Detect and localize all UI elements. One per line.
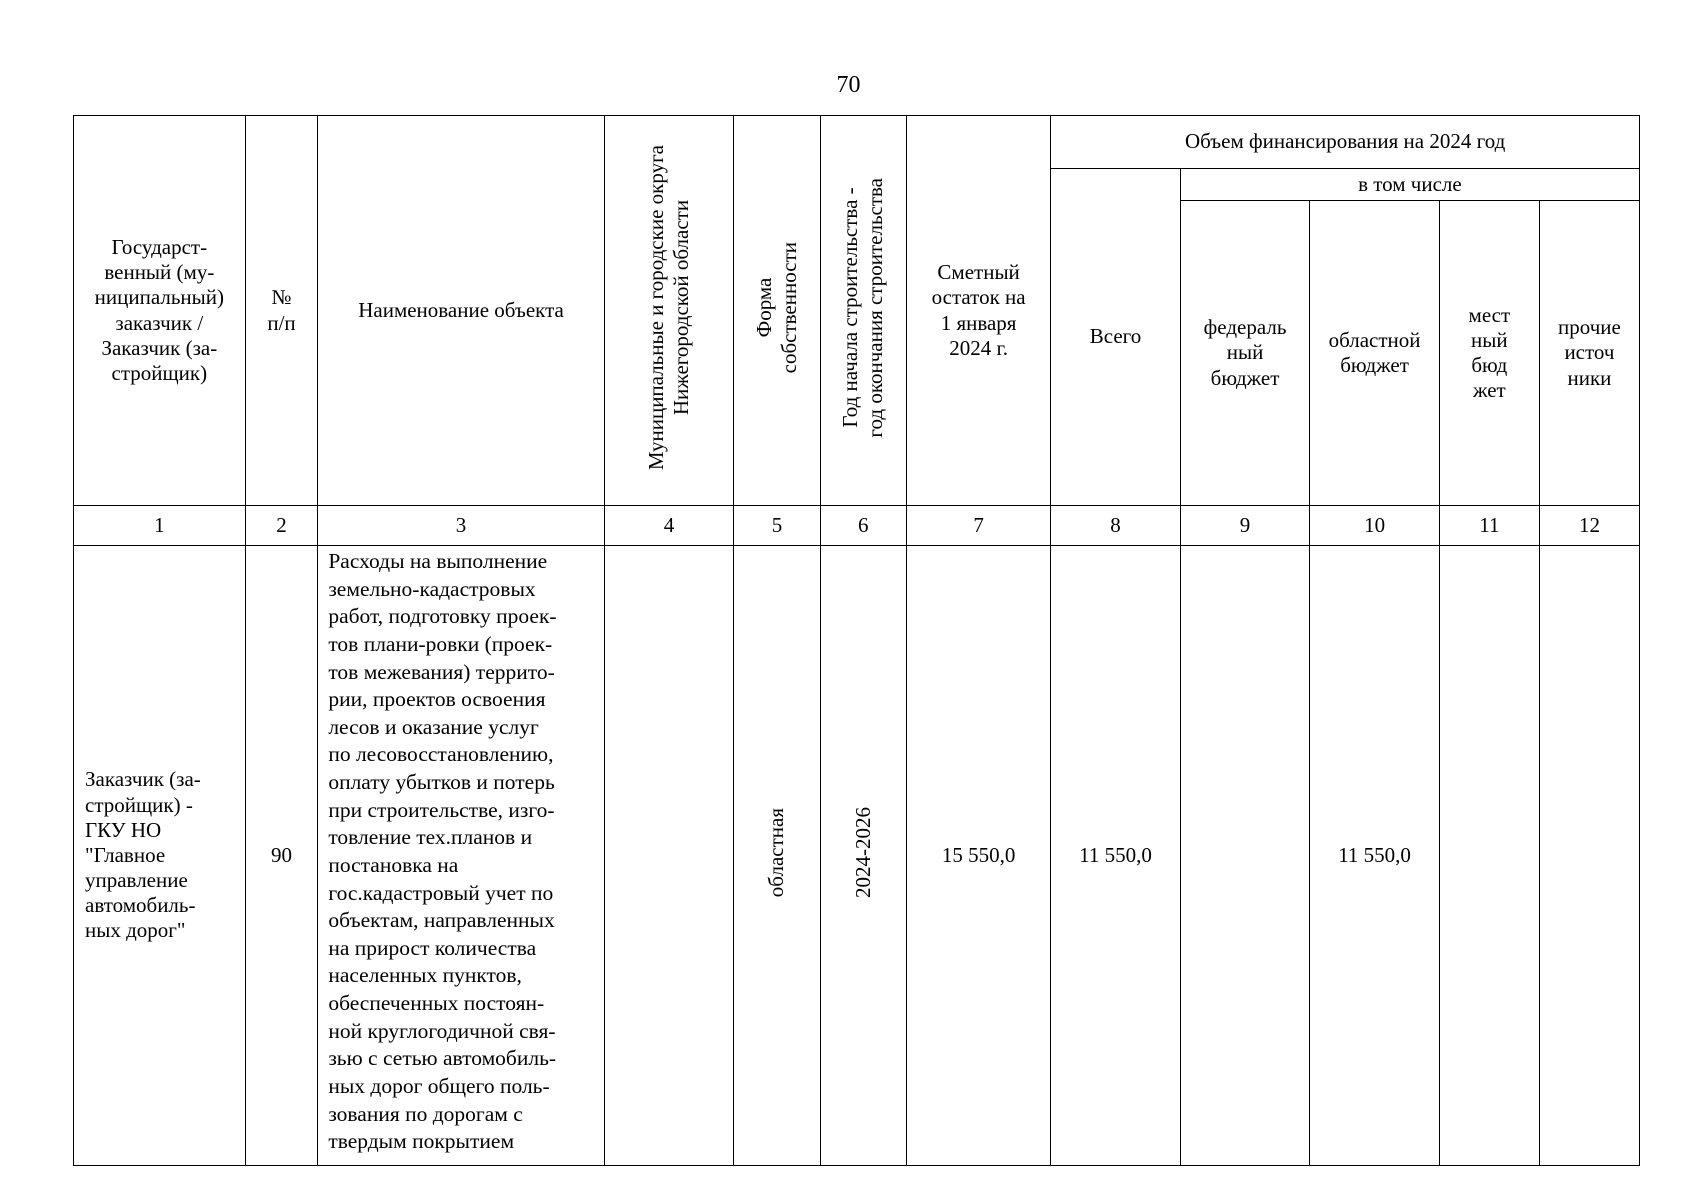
municipality-cell — [604, 546, 734, 1166]
header-financing-group: Объем финансирования на 2024 год — [1051, 116, 1640, 169]
column-number: 4 — [604, 506, 734, 546]
column-number: 5 — [734, 506, 820, 546]
column-number: 11 — [1439, 506, 1539, 546]
federal-budget-cell — [1180, 546, 1310, 1166]
table-row — [74, 546, 1640, 1166]
column-number: 6 — [820, 506, 906, 546]
header-local-budget: мест ный бюд жет — [1439, 201, 1539, 506]
column-number: 10 — [1310, 506, 1440, 546]
header-object-name: Наименование объекта — [318, 116, 604, 506]
header-row — [74, 116, 1640, 169]
years-cell: 2024-2026 — [820, 546, 906, 1166]
customer-cell: Заказчик (за- стройщик) - ГКУ НО "Главное управление автомобиль- ных дорог" — [74, 546, 246, 1166]
column-number-row — [74, 506, 1640, 546]
column-number: 8 — [1051, 506, 1181, 546]
total-cell: 11 550,0 — [1051, 546, 1181, 1166]
column-number: 12 — [1539, 506, 1639, 546]
estimated-balance-cell: 15 550,0 — [906, 546, 1050, 1166]
header-estimated-balance: Сметный остаток на 1 января 2024 г. — [906, 116, 1050, 506]
column-number: 9 — [1180, 506, 1310, 546]
other-sources-cell — [1539, 546, 1639, 1166]
header-other-sources: прочие источ ники — [1539, 201, 1639, 506]
header-years: Год начала строительства - год окончания строительства — [820, 116, 906, 506]
header-total: Всего — [1051, 169, 1181, 506]
column-number: 7 — [906, 506, 1050, 546]
page-number: 70 — [836, 72, 861, 98]
header-customer: Государст- венный (му- ниципальный) заказчик / Заказчик (за- стройщик) — [74, 116, 246, 506]
column-number: 3 — [318, 506, 604, 546]
local-budget-cell — [1439, 546, 1539, 1166]
ownership-cell: областная — [734, 546, 820, 1166]
financing-table — [73, 115, 1640, 1166]
header-including: в том числе — [1180, 169, 1639, 201]
column-number: 1 — [74, 506, 246, 546]
header-federal-budget: федераль ный бюджет — [1180, 201, 1310, 506]
header-municipality: Муниципальные и городские округа Нижегородской области — [604, 116, 734, 506]
object-name-cell: Расходы на выполнение земельно-кадастровых работ, подготовку проек- тов плани-ровки (проек- тов межевания) террито- рии, проектов освоения лесов и оказание услуг по лесовосстановлению, оплату убытков и потерь при строительстве, изго- товление тех.планов и постановка на гос.кадастровый учет по объектам, направленных на прирост количества населенных пунктов, обеспеченных постоян- ной круглогодичной свя- зью с сетью автомобиль- ных дорог общего поль- зования по дорогам с твердым покрытием — [318, 546, 604, 1166]
column-number: 2 — [245, 506, 318, 546]
row-number-cell: 90 — [245, 546, 318, 1166]
regional-budget-cell: 11 550,0 — [1310, 546, 1440, 1166]
header-ownership: Форма собственности — [734, 116, 820, 506]
header-number: № п/п — [245, 116, 318, 506]
header-regional-budget: областной бюджет — [1310, 201, 1440, 506]
